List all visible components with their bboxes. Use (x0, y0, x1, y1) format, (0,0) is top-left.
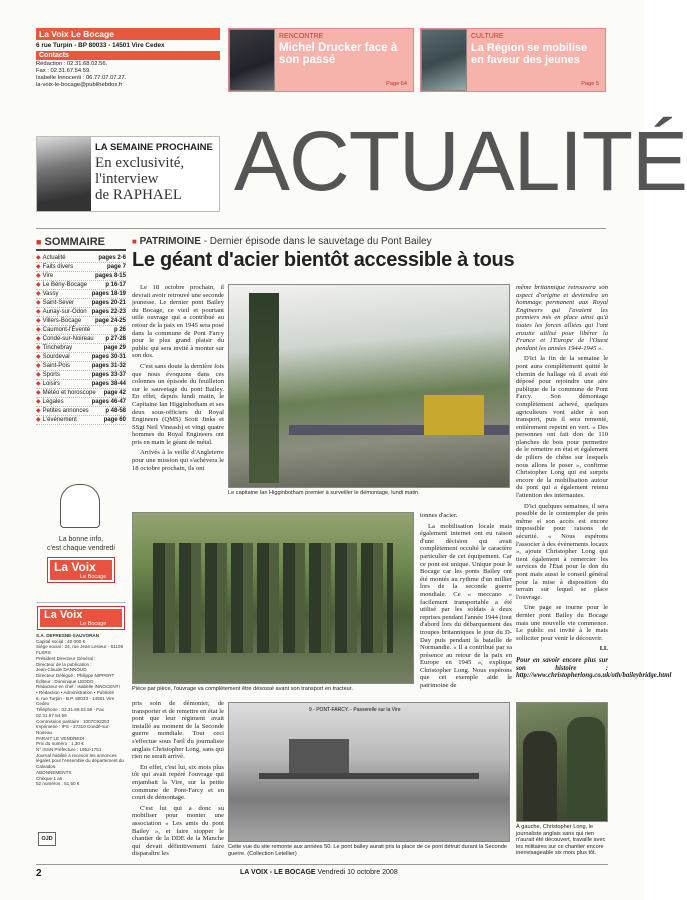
contacts-label: Contacts (36, 51, 220, 60)
ours-logo (38, 607, 124, 629)
bullet-icon: ◆ (36, 336, 41, 342)
bridge-deck (259, 773, 479, 779)
teaser-page: Page 64 (386, 81, 407, 87)
bullet-icon: ◆ (36, 390, 41, 396)
ours-line: N° ISSN Préfecture : 1952-1751 (36, 747, 102, 753)
sommaire-item[interactable] (36, 263, 126, 272)
ours-line: Téléphone : 02.31.68.02.56 - Fax 02.31.67.54.59 (36, 707, 104, 718)
bullet-icon: ◆ (36, 273, 41, 279)
ours-line: Capital social : 40 000 € (36, 638, 86, 644)
sommaire-label: ◆ Saint-Pois (36, 363, 70, 369)
sommaire-pages: pages 46-47 (91, 399, 126, 405)
sommaire-item[interactable] (36, 335, 126, 344)
promo-line: l'interview (95, 171, 159, 187)
sommaire-label: ◆ Sports (36, 372, 60, 378)
sommaire-pages: page 42 (103, 390, 126, 396)
teaser-page: Page 5 (581, 81, 599, 87)
sommaire-label: ◆ Le Bény-Bocage (36, 282, 87, 288)
contact-email[interactable]: la-voix-le-bocage@publihebdos.fr (36, 82, 123, 88)
ours-line: Imprimerie : IPS - 37310 Condé-sur-Noireau (36, 724, 111, 735)
article-paragraph: D'ici quelques semaines, il sera possible de le contempler de près même si son accès est encore impossible pour raisons de sécurité. « Nous espérons l'associer à des événements locaux », ajoute Christopher Long qui tient également à remercier les services de l'État pour le don du pont mais aussi le conseil général pour la mise à disposition du terrain sur lequel se place l'ouvrage. (516, 502, 608, 601)
article-photo-bridge (228, 284, 510, 488)
article-col-4 (516, 284, 672, 690)
logo-brand: La Voix (54, 560, 96, 574)
bullet-icon: ◆ (36, 417, 41, 423)
article-photo-soldiers (132, 512, 414, 684)
page-number: 2 (36, 868, 42, 879)
sommaire-item[interactable] (36, 380, 126, 389)
article-paragraph: La mobilisation locale mais également internet ont eu raison d'une décision qui avait complètement occulté le caractère particulier de cet équipement. Car ce pont est unique. Unique pour le Bocage car les ponts Bailey ont été montés au rythme d'un millier lors de la seconde guerre mondiale. Ce « meccano » facilement transportable a été utilisé par les soldats à deux reprises pendant l'année 1944 (tout d'abord lors du débarquement des troupes britanniques le jour du D-Day puis pendant la bataille de Normandie. « Il a contribué par sa présence au retour de la paix en Europe en 1945 », explique Christopher Long. Nous espérons que cet exemple aide le patrimoine de (420, 522, 513, 690)
ours-line: Rédacteur en chef : Isabelle INNOCENTI (36, 684, 120, 690)
sommaire-label: ◆ Loisirs (36, 381, 60, 387)
sommaire-pages: p 16-17 (105, 282, 126, 288)
article-paragraph: pris soin de démonter, de transporter et de remettre en état le pont que leur régiment avait installé au moment de la Seconde guerre mondiale. Tout ceci s'effectue sous l'œil du journaliste anglais Christopher Long, sans qui rien ne serait arrivé. (132, 700, 224, 761)
archive-photo-label: 9 - PONT-FARCY. - Passerelle sur la Vire (309, 707, 401, 713)
sommaire-label: ◆ Météo et horoscope (36, 390, 96, 396)
bullet-icon: ◆ (36, 255, 41, 261)
sommaire-pages: pages 18-19 (91, 291, 126, 297)
article-signature: I.I. (599, 645, 608, 653)
article-kicker: - Dernier épisode dans le sauvetage du Pont Bailey (203, 236, 432, 247)
sommaire-label: ◆ Légales (36, 399, 64, 405)
article-col-1 (132, 284, 224, 508)
article-paragraph: C'est sans doute la dernière fois que nous évoquons dans ces colonnes un épisode du feuilleton sur le sauvetage du pont Bailey. En effet, depuis lundi matin, le Capitaine Ian Higginbotham et ses deux sous-officiers du Royal Engineers (QMS) Scott Jinks et SSgt Neil Vineash) et vingt quatre hommes du Royal Engineers ont pris en main le géant de métal. (132, 362, 224, 446)
sommaire-pages: pages 20-21 (91, 300, 126, 306)
ours-line: ABONNEMENTS (36, 769, 72, 775)
photo-caption: Cette vue du site remonte aux années 50. Le pont bailey aurait pris la place de ce pont détruit durant la Seconde guerre. (Collection Letellier) (228, 844, 507, 857)
sommaire-item[interactable] (36, 398, 126, 407)
footer-info (240, 869, 398, 876)
bullet-icon: ◆ (36, 381, 41, 387)
sommaire (36, 236, 126, 425)
bullet-icon: ◆ (36, 354, 41, 360)
teaser-headline: Michel Drucker face à son passé (279, 42, 398, 66)
soldier-figure (249, 293, 279, 483)
sommaire-item[interactable] (36, 326, 126, 335)
ours-company: S.A. DEFRESNE-SAUVORAN (36, 633, 100, 638)
teaser-kicker: RENCONTRE (279, 33, 324, 40)
sommaire-pages: pages 38-44 (91, 381, 126, 387)
sommaire-label: ◆ Vassy (36, 291, 59, 297)
divider (36, 228, 606, 229)
sommaire-label: ◆ Vire (36, 273, 54, 279)
ours-line: Journal habilité à recevoir les annonces légales pour l'ensemble du département du Calvados. (36, 752, 124, 770)
mascot-icon (60, 484, 100, 528)
article-paragraph: Le 18 octobre prochain, il devrait avoir retrouvé une seconde jeunesse. Le dernier pont Bailey du Bocage, ce vieil et pourtant utile ouvrage qui a contribué au retour de la paix en 1945 sera posé dans la commune de Pont Farcy pour le plus grand plaisir du public qui sera invité à monter sur son dos. (132, 284, 224, 360)
sommaire-item[interactable] (36, 317, 126, 326)
sommaire-label: ◆ Tinchebray (36, 345, 73, 351)
teaser-headline: La Région se mobilise en faveur des jeunes (471, 42, 588, 66)
logo-sub: Le Bocage (80, 621, 107, 627)
ours-line: Éditeur : Dominique LEDDO (36, 678, 94, 684)
photo-caption: Le capitaine Ian Higginbotham premier à surveiller le démontage, lundi matin. (228, 490, 420, 496)
bullet-icon: ◆ (36, 282, 41, 288)
sommaire-pages: p 27-28 (105, 336, 126, 342)
sommaire-label: ◆ Aunay-sur-Odon (36, 309, 87, 315)
ours-line: Jean-Claude DANNOUD (36, 667, 87, 673)
sommaire-label: ◆ L'événement (36, 417, 77, 423)
mill-building (289, 739, 349, 773)
sommaire-list (36, 254, 126, 425)
photo-caption: À gauche, Christopher Long, le journaliste anglais sans qui rien n'aurait été découvert, travaille avec les militaires sur ce chantier encore inenvisageable six mois plus tôt. (516, 824, 606, 857)
side-ad-line: La bonne info, (58, 536, 104, 543)
article-paragraph: même britannique retrouvera son aspect d'origine et deviendra un hommage permanent aux Royal Engineers qui l'avaient les premiers mis en place ainsi qu'à toutes les forces alliées qui l'ont ensuite utilisé pour libérer la France et l'Europe de l'Ouest pendant les années 1944-1945 ». (516, 284, 608, 352)
masthead-address: 6 rue Turpin - BP 80033 - 14501 Vire Cedex (36, 42, 165, 49)
sommaire-pages: pages 8-15 (94, 273, 126, 279)
bullet-icon: ◆ (36, 327, 41, 333)
footer-date: Vendredi 10 octobre 2008 (317, 869, 398, 876)
sommaire-pages: page 24-25 (94, 318, 126, 324)
article-kicker-line (132, 236, 608, 247)
bullet-icon: ◆ (36, 309, 41, 315)
sommaire-label: ◆ Actualité (36, 255, 66, 261)
bullet-icon: ◆ (36, 318, 41, 324)
side-ad-logo (48, 558, 114, 582)
masthead-title: La Voix Le Bocage (36, 28, 220, 40)
ours-line: Commission paritaire : 1007C92253 (36, 718, 110, 724)
footer-rule (36, 864, 608, 865)
contact-line: Isabelle Innocenti : 06.77.07.07.27. (36, 75, 127, 81)
sommaire-label: ◆ Petites annonces (36, 408, 89, 414)
sommaire-label: ◆ Faits divers (36, 264, 74, 270)
sommaire-item[interactable] (36, 389, 126, 398)
teaser-photo (421, 29, 467, 91)
bullet-icon: ◆ (36, 399, 41, 405)
bullet-icon: ◆ (36, 372, 41, 378)
bullet-icon: ◆ (36, 264, 41, 270)
sommaire-label: ◆ Condé-sur-Noireau (36, 336, 94, 342)
article-rubric: PATRIMOINE (139, 236, 201, 247)
teaser-culture[interactable] (420, 28, 606, 92)
sommaire-pages: pages 33-37 (91, 372, 126, 378)
contact-line: Rédaction : 02.31.68.02.56. (36, 61, 108, 67)
sommaire-pages: p 48-58 (105, 408, 126, 414)
sommaire-pages: page 29 (103, 345, 126, 351)
logo-brand: La Voix (44, 609, 83, 621)
ours-list (36, 639, 126, 787)
sommaire-item[interactable] (36, 353, 126, 362)
article-header (132, 236, 608, 271)
ours-line: Chèque 1 an (36, 775, 63, 781)
portrait-photo (516, 702, 608, 822)
ours-line: Directeur Délégué : Philippe NIPPERT (36, 672, 115, 678)
sommaire-item[interactable] (36, 281, 126, 290)
sommaire-item[interactable] (36, 416, 126, 425)
ours-line: PARAIT LE VENDREDI (36, 735, 85, 741)
sommaire-item[interactable] (36, 407, 126, 416)
promo-box[interactable] (36, 136, 220, 212)
contact-lines (36, 61, 220, 89)
side-ad-text (36, 536, 126, 553)
bullet-icon: ◆ (36, 408, 41, 414)
sommaire-pages: pages 30-31 (91, 354, 126, 360)
footer-paper: LA VOIX - LE BOCAGE (240, 869, 316, 876)
ours-line: Siège social : 24, rue Jean Lesieur - 61109 FLERS (36, 644, 123, 656)
ours-lines (36, 633, 126, 787)
article-col-3 (420, 512, 512, 700)
sommaire-item[interactable] (36, 362, 126, 371)
promo-line: En exclusivité, (95, 155, 185, 171)
side-ad[interactable] (36, 480, 126, 590)
sommaire-pages: p 26 (113, 327, 126, 333)
article-more-link[interactable]: Pour en savoir encore plus sur son histoire : http://www.christopherlong.co.uk/oth/baileybridge.html (516, 656, 672, 680)
ours-line: 6, rue Turpin - B.P. 80033 - 14501 Vire Cedex (36, 695, 115, 707)
sommaire-item[interactable] (36, 290, 126, 299)
teaser-rencontre[interactable] (228, 28, 414, 92)
ours-line: • Rédaction • Administration • Publicité (36, 690, 115, 696)
article-headline: Le géant d'acier bientôt accessible à tous (132, 249, 515, 271)
article-paragraph: tonnes d'acier. (420, 512, 458, 519)
bullet-icon: ◆ (36, 291, 41, 297)
bullet-icon: ◆ (36, 345, 41, 351)
soldier-figure (567, 717, 605, 821)
teaser-photo (229, 29, 275, 91)
sommaire-label: ◆ Saint-Sever (36, 300, 74, 306)
sommaire-title: ■ SOMMAIRE (36, 236, 126, 251)
ours-line: Président Directeur Général : (36, 655, 96, 661)
article-paragraph: Une page se tourne pour le dernier pont Bailey du Bocage mais une nouvelle vie commence. Le public est invité à le mais solliciter pour venir le découvrir. (516, 604, 608, 642)
article-col-2 (132, 700, 224, 858)
sommaire-item[interactable] (36, 299, 126, 308)
promo-title: LA SEMAINE PROCHAINE (95, 142, 213, 153)
crane-machine (424, 395, 484, 435)
ours-line: 52 numéros : 51,50 € (36, 781, 80, 787)
promo-photo (37, 137, 91, 211)
article-paragraph: D'ici la fin de la semaine le pont aura complètement quitté le chemin de hallage où il avait été déposé pour rejoindre une aire publique de la commune de Pont Farcy. Son démontage complètement achevé, quelques agriculteurs vont aider à son transport, puis il sera remonté, entièrement repeint en vert. « Des personnes ont fait don de 110 planches de bois pour permettre de le remettre en état et également de piliers de chêne sur lesquels nous allons le poser », confirme Christopher Long qui est surpris encore de la mobilisation autour du pont qui a également retenu l'attention des internautes. (516, 355, 608, 500)
masthead-box (36, 28, 220, 98)
ours-line: Prix du numéro : 1,30 € (36, 741, 84, 747)
sommaire-label: ◆ Caumont-l'Éventé (36, 327, 91, 333)
teaser-kicker: CULTURE (471, 33, 504, 40)
sommaire-item[interactable] (36, 344, 126, 353)
sommaire-item[interactable] (36, 308, 126, 317)
sommaire-label: ◆ Sourdeval (36, 354, 70, 360)
promo-text (95, 155, 184, 203)
sommaire-item[interactable] (36, 272, 126, 281)
bullet-icon: ◆ (36, 300, 41, 306)
article-paragraph: C'est lui qui a donc su mobiliser pour monter une association « Les amis du pont Bailey », et faire stopper le chantier de la DDE de la Manche qui devait définitivement faire disparaître les (132, 804, 224, 858)
sommaire-item[interactable] (36, 371, 126, 380)
ours-line: Directeur de la publication : (36, 661, 92, 667)
archive-photo (228, 702, 510, 842)
square-icon: ■ (36, 237, 42, 247)
photo-caption: Pièce par pièce, l'ouvrage va complètement être désossé avant son transport en tracteur. (132, 686, 353, 692)
logo-sub: Le Bocage (80, 574, 107, 580)
section-title: ACTUALITÉ (234, 114, 687, 208)
sommaire-item[interactable] (36, 254, 126, 263)
sommaire-pages: page 60 (103, 417, 126, 423)
sommaire-pages: pages 31-32 (91, 363, 126, 369)
sommaire-label: ◆ Villers-Bocage (36, 318, 82, 324)
square-icon: ■ (132, 237, 137, 246)
sommaire-pages: page 7 (106, 264, 126, 270)
ours-box (36, 602, 126, 850)
bullet-icon: ◆ (36, 363, 41, 369)
sommaire-pages: pages 22-23 (91, 309, 126, 315)
promo-line: de RAPHAEL (95, 187, 183, 203)
contact-line: Fax : 02.31.67.54.59. (36, 68, 91, 74)
journalist-figure (523, 731, 557, 821)
soldiers-group (153, 543, 393, 653)
ojd-badge: OJD (38, 832, 56, 846)
sommaire-pages: pages 2-6 (98, 255, 126, 261)
article-paragraph: Arrivés à la veille d'Angleterre pour une mission qui s'achèvera le 18 octobre prochain, ils ont (132, 449, 224, 472)
side-ad-line: c'est chaque vendredi (47, 544, 115, 552)
article-paragraph: En effet, c'est lui, six mois plus tôt qui avait repéré l'ouvrage qui enjambait la Vire, sur la petite commune de Pont-Farcy et en court de démontage. (132, 763, 224, 802)
